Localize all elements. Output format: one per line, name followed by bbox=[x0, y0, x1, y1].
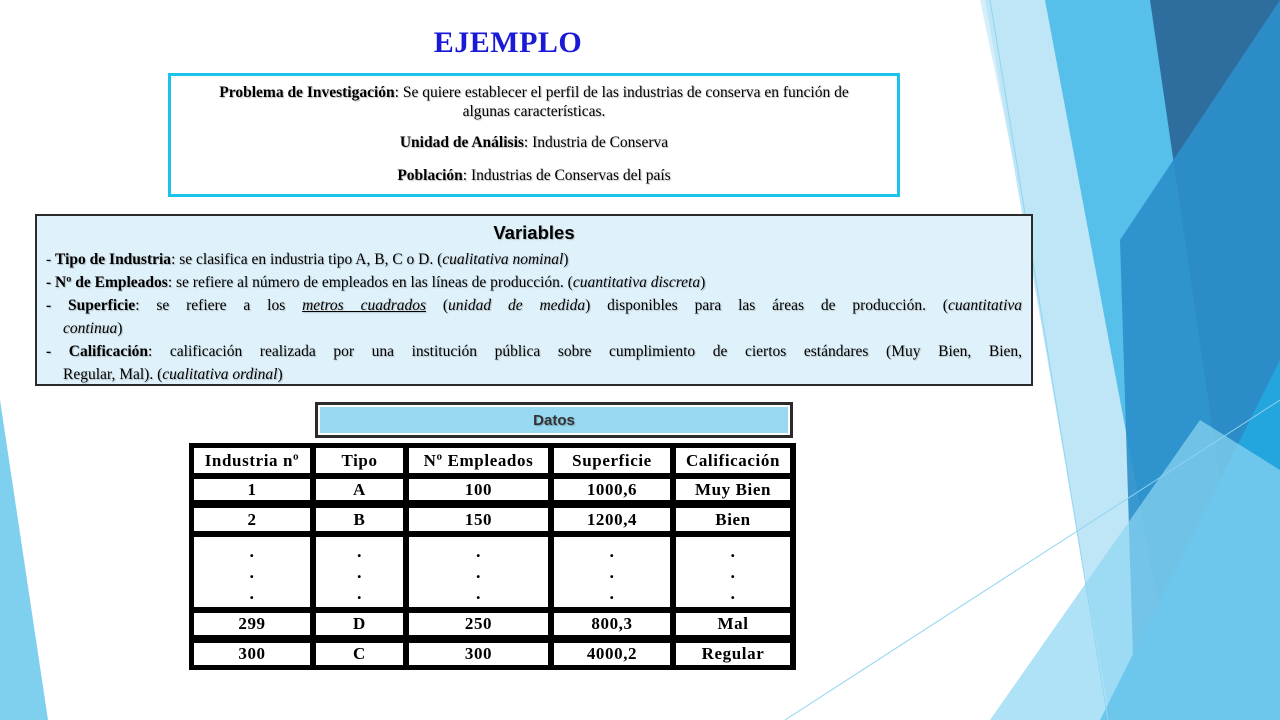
table-cell: 300 bbox=[408, 642, 549, 666]
variable-tipo bbox=[46, 248, 1022, 271]
table-cell: Bien bbox=[675, 507, 791, 532]
table-cell: 1000,6 bbox=[553, 478, 671, 501]
ellipsis-dot: . bbox=[730, 561, 736, 582]
table-cell: Mal bbox=[675, 612, 791, 636]
variables-box bbox=[35, 214, 1033, 386]
population bbox=[195, 166, 873, 185]
variable-empleados-text: : se refiere al número de empleados en las líneas de producción. ( bbox=[167, 274, 573, 291]
variable-calificacion-label: Calificación bbox=[68, 343, 148, 360]
problem-box bbox=[168, 73, 900, 197]
table-header-calificacion: Calificación bbox=[675, 447, 791, 474]
ellipsis-dot: . bbox=[475, 582, 482, 603]
variable-superficie bbox=[46, 294, 1022, 317]
table-ellipsis-cell bbox=[553, 536, 671, 608]
variable-empleados-type: cuantitativa discreta bbox=[572, 274, 701, 291]
table-ellipsis-cell bbox=[193, 536, 311, 608]
population-label: Población bbox=[397, 167, 463, 184]
paren-close: ) bbox=[117, 320, 123, 337]
variable-superficie-text3: ) disponibles para las áreas de producción. ( bbox=[585, 297, 948, 314]
ellipsis-dot: . bbox=[730, 582, 736, 603]
page-title: EJEMPLO bbox=[433, 26, 583, 59]
variable-calificacion-cont bbox=[46, 363, 1022, 386]
table-ellipsis-cell bbox=[315, 536, 404, 608]
table-cell: 300 bbox=[193, 642, 311, 666]
problem-statement bbox=[195, 83, 873, 121]
bullet-dash: - bbox=[46, 274, 56, 291]
table-cell: Regular bbox=[675, 642, 791, 666]
variable-tipo-type: cualitativa nominal bbox=[442, 251, 564, 268]
variable-tipo-text: : se clasifica en industria tipo A, B, C o D. ( bbox=[171, 251, 443, 268]
bullet-dash: - bbox=[46, 297, 69, 314]
paren-close: ) bbox=[563, 251, 569, 268]
ellipsis-dot: . bbox=[356, 582, 363, 603]
ellipsis-dot: . bbox=[730, 540, 736, 561]
table-header-superficie: Superficie bbox=[553, 447, 671, 474]
bullet-dash: - bbox=[46, 343, 69, 360]
unit-label: Unidad de Análisis bbox=[399, 134, 524, 151]
paren-close: ) bbox=[700, 274, 706, 291]
population-text: : Industrias de Conservas del país bbox=[462, 167, 671, 184]
table-cell: 1200,4 bbox=[553, 507, 671, 532]
table-cell: A bbox=[315, 478, 404, 501]
variable-calificacion bbox=[46, 340, 1022, 363]
ellipsis-dot: . bbox=[356, 561, 363, 582]
variable-empleados bbox=[46, 271, 1022, 294]
table-ellipsis-cell bbox=[675, 536, 791, 608]
ellipsis-dot: . bbox=[609, 540, 615, 561]
variable-empleados-label: Nº de Empleados bbox=[55, 274, 168, 291]
table-cell: 4000,2 bbox=[553, 642, 671, 666]
table-cell: B bbox=[315, 507, 404, 532]
table-cell: 800,3 bbox=[553, 612, 671, 636]
unit-of-analysis bbox=[195, 133, 873, 152]
table-cell: 250 bbox=[408, 612, 549, 636]
table-header-industria: Industria nº bbox=[193, 447, 311, 474]
variable-superficie-unit: unidad de medida bbox=[448, 297, 586, 314]
table-cell: 2 bbox=[193, 507, 311, 532]
ellipsis-dot: . bbox=[249, 561, 255, 582]
variable-superficie-type-cont: continua bbox=[63, 320, 118, 337]
table-cell: 299 bbox=[193, 612, 311, 636]
table-cell: D bbox=[315, 612, 404, 636]
variable-calificacion-type: cualitativa ordinal bbox=[162, 366, 278, 383]
variable-superficie-label: Superficie bbox=[68, 297, 136, 314]
data-table bbox=[189, 443, 796, 670]
variable-superficie-type: cuantitativa bbox=[947, 297, 1023, 314]
table-header-tipo: Tipo bbox=[315, 447, 404, 474]
ellipsis-dot: . bbox=[609, 561, 615, 582]
ellipsis-dot: . bbox=[249, 540, 255, 561]
table-cell: 150 bbox=[408, 507, 549, 532]
variable-calificacion-text: : calificación realizada por una institución pública sobre cumplimiento de ciertos estándares (Muy Bien, Bien, bbox=[148, 343, 1023, 360]
variable-tipo-label: Tipo de Industria bbox=[55, 251, 172, 268]
ellipsis-dot: . bbox=[475, 540, 482, 561]
problem-label: Problema de Investigación bbox=[219, 84, 395, 101]
bullet-dash: - bbox=[46, 251, 56, 268]
table-cell: 100 bbox=[408, 478, 549, 501]
variable-superficie-text2: ( bbox=[426, 297, 449, 314]
ellipsis-dot: . bbox=[249, 582, 255, 603]
variable-superficie-underlined: metros cuadrados bbox=[302, 297, 427, 314]
table-header-empleados: Nº Empleados bbox=[408, 447, 549, 474]
unit-text: : Industria de Conserva bbox=[523, 134, 669, 151]
ellipsis-dot: . bbox=[356, 540, 363, 561]
table-cell: 1 bbox=[193, 478, 311, 501]
table-cell: Muy Bien bbox=[675, 478, 791, 501]
table-ellipsis-cell bbox=[408, 536, 549, 608]
table-cell: C bbox=[315, 642, 404, 666]
variable-superficie-cont bbox=[46, 317, 1022, 340]
problem-text: : Se quiere establecer el perfil de las industrias de conserva en función de algunas características. bbox=[394, 84, 849, 120]
left-bottom-shape bbox=[0, 400, 48, 720]
variable-calificacion-text2: Regular, Mal). ( bbox=[63, 366, 163, 383]
datos-header: Datos bbox=[315, 402, 793, 438]
ellipsis-dot: . bbox=[475, 561, 482, 582]
paren-close: ) bbox=[277, 366, 283, 383]
ellipsis-dot: . bbox=[609, 582, 615, 603]
variables-title: Variables bbox=[493, 222, 575, 243]
variable-superficie-text: : se refiere a los bbox=[135, 297, 303, 314]
